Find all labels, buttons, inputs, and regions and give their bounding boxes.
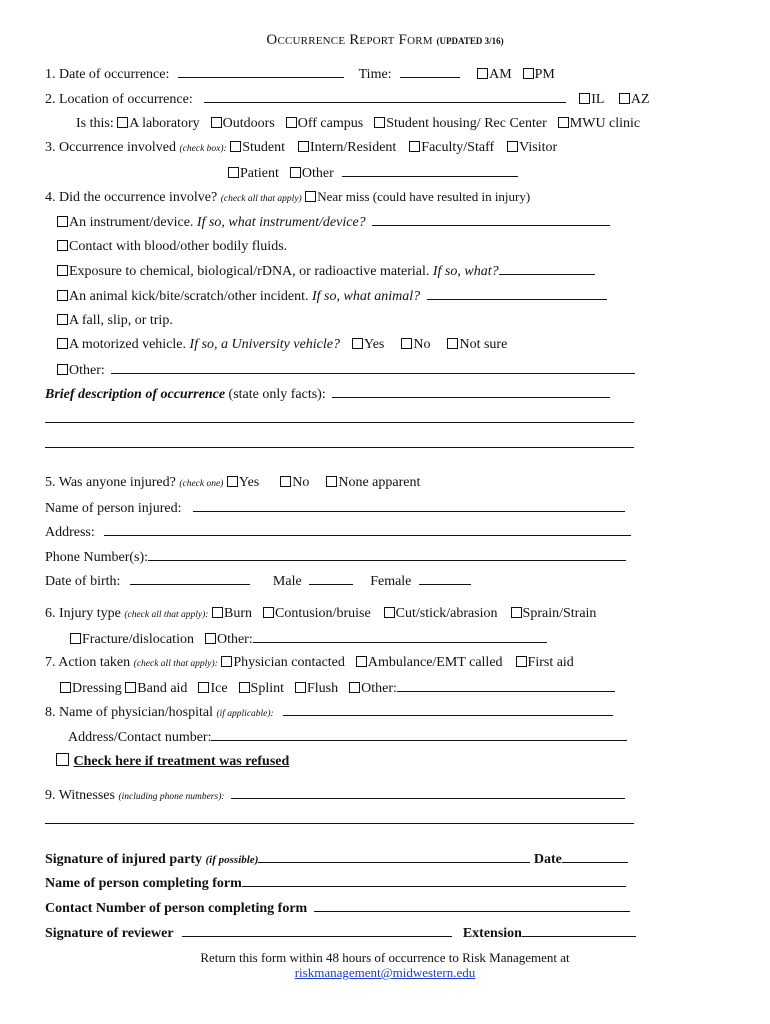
blood-label: Contact with blood/other bodily fluids.	[69, 239, 288, 254]
q3-row	[45, 139, 557, 157]
laboratory-label: A laboratory	[129, 116, 200, 131]
vehicle-yes-label: Yes	[363, 337, 385, 352]
form-title-main: Occurrence Report Form	[266, 32, 433, 48]
involve-other-checkbox[interactable]	[57, 364, 68, 375]
q7-row2	[60, 679, 615, 697]
q4-animal-row	[57, 287, 607, 305]
ambulance-label: Ambulance/EMT called	[367, 655, 503, 670]
ice-label: Ice	[210, 681, 228, 696]
brief-row	[45, 385, 610, 403]
fall-checkbox[interactable]	[57, 314, 68, 325]
q7-row	[45, 654, 574, 672]
brief-field-1[interactable]	[332, 385, 610, 398]
q3-row2	[228, 164, 518, 182]
phone-row	[45, 548, 626, 566]
fracture-label: Fracture/dislocation	[82, 632, 194, 647]
reviewer-field[interactable]	[182, 924, 452, 937]
instrument-field[interactable]	[372, 213, 610, 226]
sig-injured-field[interactable]	[258, 850, 530, 863]
faculty-checkbox[interactable]	[409, 141, 420, 152]
patient-label: Patient	[240, 166, 279, 181]
animal-checkbox[interactable]	[57, 290, 68, 301]
q9-label: 9. Witnesses	[45, 788, 115, 803]
footer-text: Return this form within 48 hours of occurrence to Risk Management at	[200, 950, 570, 965]
brief-field-3[interactable]	[45, 447, 634, 448]
dob-label: Date of birth:	[45, 574, 121, 589]
physician-address-field[interactable]	[211, 728, 627, 741]
q6-row	[45, 605, 596, 623]
injury-other-label: Other:	[216, 632, 253, 647]
il-checkbox[interactable]	[579, 93, 590, 104]
contusion-checkbox[interactable]	[263, 607, 274, 618]
contact-label: Contact Number of person completing form	[45, 901, 308, 916]
extension-field[interactable]	[522, 924, 636, 937]
brief-note: (state only facts):	[228, 387, 326, 402]
student-label: Student	[242, 140, 285, 155]
refused-label: Check here if treatment was refused	[73, 754, 290, 769]
is-this-label: Is this:	[76, 116, 114, 131]
address-label: Address:	[45, 525, 95, 540]
sig-date-label: Date	[533, 852, 562, 867]
time-field[interactable]	[400, 65, 460, 78]
q1-row	[45, 65, 555, 83]
male-field[interactable]	[309, 572, 353, 585]
pm-checkbox[interactable]	[523, 68, 534, 79]
q8-row	[45, 703, 613, 721]
am-checkbox[interactable]	[477, 68, 488, 79]
q5-label: 5. Was anyone injured?	[45, 475, 176, 490]
phone-label: Phone Number(s):	[45, 550, 149, 565]
involve-other-field[interactable]	[111, 361, 635, 374]
dob-field[interactable]	[130, 572, 250, 585]
q2-type-row	[76, 115, 640, 133]
dressing-label: Dressing	[72, 681, 122, 696]
patient-checkbox[interactable]	[228, 167, 239, 178]
instrument-label: An instrument/device.	[69, 215, 194, 230]
female-label: Female	[370, 574, 412, 589]
q5-hint: (check one)	[179, 479, 224, 489]
reviewer-label: Signature of reviewer	[45, 926, 174, 941]
vehicle-yes-checkbox[interactable]	[352, 338, 363, 349]
splint-checkbox[interactable]	[239, 682, 250, 693]
cut-checkbox[interactable]	[384, 607, 395, 618]
physician-checkbox[interactable]	[221, 656, 232, 667]
vehicle-question: If so, a University vehicle?	[189, 337, 340, 352]
form-updated-note: (UPDATED 3/16)	[436, 36, 504, 46]
footer-email-link[interactable]: riskmanagement@midwestern.edu	[294, 965, 476, 980]
visitor-label: Visitor	[519, 140, 558, 155]
reviewer-row	[45, 924, 636, 942]
witnesses-field-1[interactable]	[231, 786, 625, 799]
il-label: IL	[591, 92, 604, 107]
intern-checkbox[interactable]	[298, 141, 309, 152]
q4-label: 4. Did the occurrence involve?	[45, 190, 218, 205]
q1-label: 1. Date of occurrence:	[45, 67, 170, 82]
q2-row	[45, 90, 650, 108]
injured-name-label: Name of person injured:	[45, 501, 182, 516]
cut-label: Cut/stick/abrasion	[395, 606, 498, 621]
flush-checkbox[interactable]	[295, 682, 306, 693]
q6-row2	[70, 630, 547, 648]
off-campus-checkbox[interactable]	[286, 117, 297, 128]
sig-date-field[interactable]	[562, 850, 628, 863]
address-field[interactable]	[104, 523, 631, 536]
involved-other-checkbox[interactable]	[290, 167, 301, 178]
q7-hint: (check all that apply):	[133, 659, 218, 669]
contact-row	[45, 899, 630, 917]
time-label: Time:	[358, 67, 392, 82]
flush-label: Flush	[307, 681, 339, 696]
q3-label: 3. Occurrence involved	[45, 140, 176, 155]
q4-hint: (check all that apply)	[220, 194, 302, 204]
completing-row	[45, 874, 626, 892]
vehicle-label: A motorized vehicle.	[69, 337, 187, 352]
q4-instrument-row	[57, 213, 610, 231]
involved-other-label: Other	[301, 166, 334, 181]
band-aid-checkbox[interactable]	[125, 682, 136, 693]
injured-yes-checkbox[interactable]	[227, 476, 238, 487]
pm-label: PM	[534, 67, 555, 82]
student-checkbox[interactable]	[230, 141, 241, 152]
footer-email-row	[0, 965, 770, 981]
injured-none-label: None apparent	[338, 475, 421, 490]
q6-hint: (check all that apply):	[124, 610, 209, 620]
dressing-checkbox[interactable]	[60, 682, 71, 693]
injury-other-checkbox[interactable]	[205, 633, 216, 644]
brief-label: Brief description of occurrence	[45, 387, 226, 402]
ambulance-checkbox[interactable]	[356, 656, 367, 667]
q4-blood-row	[57, 238, 287, 256]
laboratory-checkbox[interactable]	[117, 117, 128, 128]
q8-hint: (if applicable):	[216, 709, 274, 719]
physician-field[interactable]	[283, 703, 613, 716]
splint-label: Splint	[250, 681, 284, 696]
vehicle-not-sure-label: Not sure	[459, 337, 508, 352]
contact-field[interactable]	[314, 899, 630, 912]
q9-row	[45, 786, 625, 804]
near-miss-label: Near miss (could have resulted in injury)	[317, 189, 531, 204]
housing-checkbox[interactable]	[374, 117, 385, 128]
sprain-checkbox[interactable]	[511, 607, 522, 618]
burn-label: Burn	[223, 606, 252, 621]
az-label: AZ	[630, 92, 650, 107]
animal-question: If so, what animal?	[311, 289, 421, 304]
vehicle-not-sure-checkbox[interactable]	[447, 338, 458, 349]
faculty-label: Faculty/Staff	[421, 140, 495, 155]
blood-checkbox[interactable]	[57, 240, 68, 251]
instrument-checkbox[interactable]	[57, 216, 68, 227]
physician-label: Physician contacted	[233, 655, 345, 670]
animal-field[interactable]	[427, 287, 607, 300]
contusion-label: Contusion/bruise	[274, 606, 371, 621]
housing-label: Student housing/ Rec Center	[386, 116, 547, 131]
q3-hint: (check box):	[179, 144, 227, 154]
injured-no-label: No	[292, 475, 310, 490]
injured-name-row	[45, 499, 625, 517]
q4-other-row	[57, 361, 635, 379]
completing-label: Name of person completing form	[45, 876, 242, 891]
witnesses-field-2[interactable]	[45, 823, 634, 824]
form-title	[0, 32, 770, 49]
clinic-label: MWU clinic	[569, 116, 641, 131]
animal-label: An animal kick/bite/scratch/other incident.	[69, 289, 309, 304]
outdoors-label: Outdoors	[222, 116, 275, 131]
date-field[interactable]	[178, 65, 344, 78]
visitor-checkbox[interactable]	[507, 141, 518, 152]
sig-injured-hint: (if possible)	[205, 854, 259, 866]
vehicle-no-checkbox[interactable]	[401, 338, 412, 349]
outdoors-checkbox[interactable]	[211, 117, 222, 128]
injured-yes-label: Yes	[238, 475, 260, 490]
q4-row	[45, 188, 530, 206]
q9-hint: (including phone numbers):	[118, 792, 225, 802]
injured-none-checkbox[interactable]	[326, 476, 337, 487]
injury-other-field[interactable]	[253, 630, 547, 643]
instrument-question: If so, what instrument/device?	[196, 215, 366, 230]
injured-no-checkbox[interactable]	[280, 476, 291, 487]
chemical-field[interactable]	[499, 262, 595, 275]
fall-label: A fall, slip, or trip.	[69, 313, 173, 328]
completing-field[interactable]	[242, 874, 626, 887]
vehicle-no-label: No	[413, 337, 431, 352]
sig-injured-label: Signature of injured party	[45, 852, 202, 867]
az-checkbox[interactable]	[619, 93, 630, 104]
involved-other-field[interactable]	[342, 164, 518, 177]
q8-address-row	[68, 728, 627, 746]
am-label: AM	[489, 67, 512, 82]
chemical-checkbox[interactable]	[57, 265, 68, 276]
dob-row	[45, 572, 471, 590]
chemical-label: Exposure to chemical, biological/rDNA, or radioactive material.	[69, 264, 430, 279]
q4-fall-row	[57, 312, 173, 330]
sig-injured-row	[45, 850, 628, 868]
intern-label: Intern/Resident	[309, 140, 397, 155]
female-field[interactable]	[419, 572, 471, 585]
q5-row	[45, 474, 420, 492]
q8-label: 8. Name of physician/hospital	[45, 705, 213, 720]
brief-field-2[interactable]	[45, 422, 634, 423]
q6-label: 6. Injury type	[45, 606, 121, 621]
action-other-checkbox[interactable]	[349, 682, 360, 693]
q2-label: 2. Location of occurrence:	[45, 92, 193, 107]
clinic-checkbox[interactable]	[558, 117, 569, 128]
q4-vehicle-row	[57, 336, 507, 354]
sprain-label: Sprain/Strain	[522, 606, 597, 621]
vehicle-checkbox[interactable]	[57, 338, 68, 349]
q7-label: 7. Action taken	[45, 655, 131, 670]
off-campus-label: Off campus	[297, 116, 364, 131]
burn-checkbox[interactable]	[212, 607, 223, 618]
first-aid-checkbox[interactable]	[516, 656, 527, 667]
injured-name-field[interactable]	[193, 499, 625, 512]
near-miss-checkbox[interactable]	[305, 191, 316, 202]
ice-checkbox[interactable]	[198, 682, 209, 693]
location-field[interactable]	[204, 90, 566, 103]
action-other-field[interactable]	[397, 679, 615, 692]
involve-other-label: Other:	[69, 363, 105, 378]
phone-field[interactable]	[148, 548, 626, 561]
fracture-checkbox[interactable]	[70, 633, 81, 644]
refused-row	[56, 753, 289, 771]
male-label: Male	[272, 574, 302, 589]
extension-label: Extension	[462, 926, 522, 941]
q4-chemical-row	[57, 262, 595, 280]
band-aid-label: Band aid	[137, 681, 188, 696]
address-row	[45, 523, 631, 541]
chemical-question: If so, what?	[432, 264, 499, 279]
refused-checkbox[interactable]	[56, 753, 69, 766]
action-other-label: Other:	[361, 681, 397, 696]
physician-address-label: Address/Contact number:	[68, 730, 212, 745]
first-aid-label: First aid	[527, 655, 574, 670]
